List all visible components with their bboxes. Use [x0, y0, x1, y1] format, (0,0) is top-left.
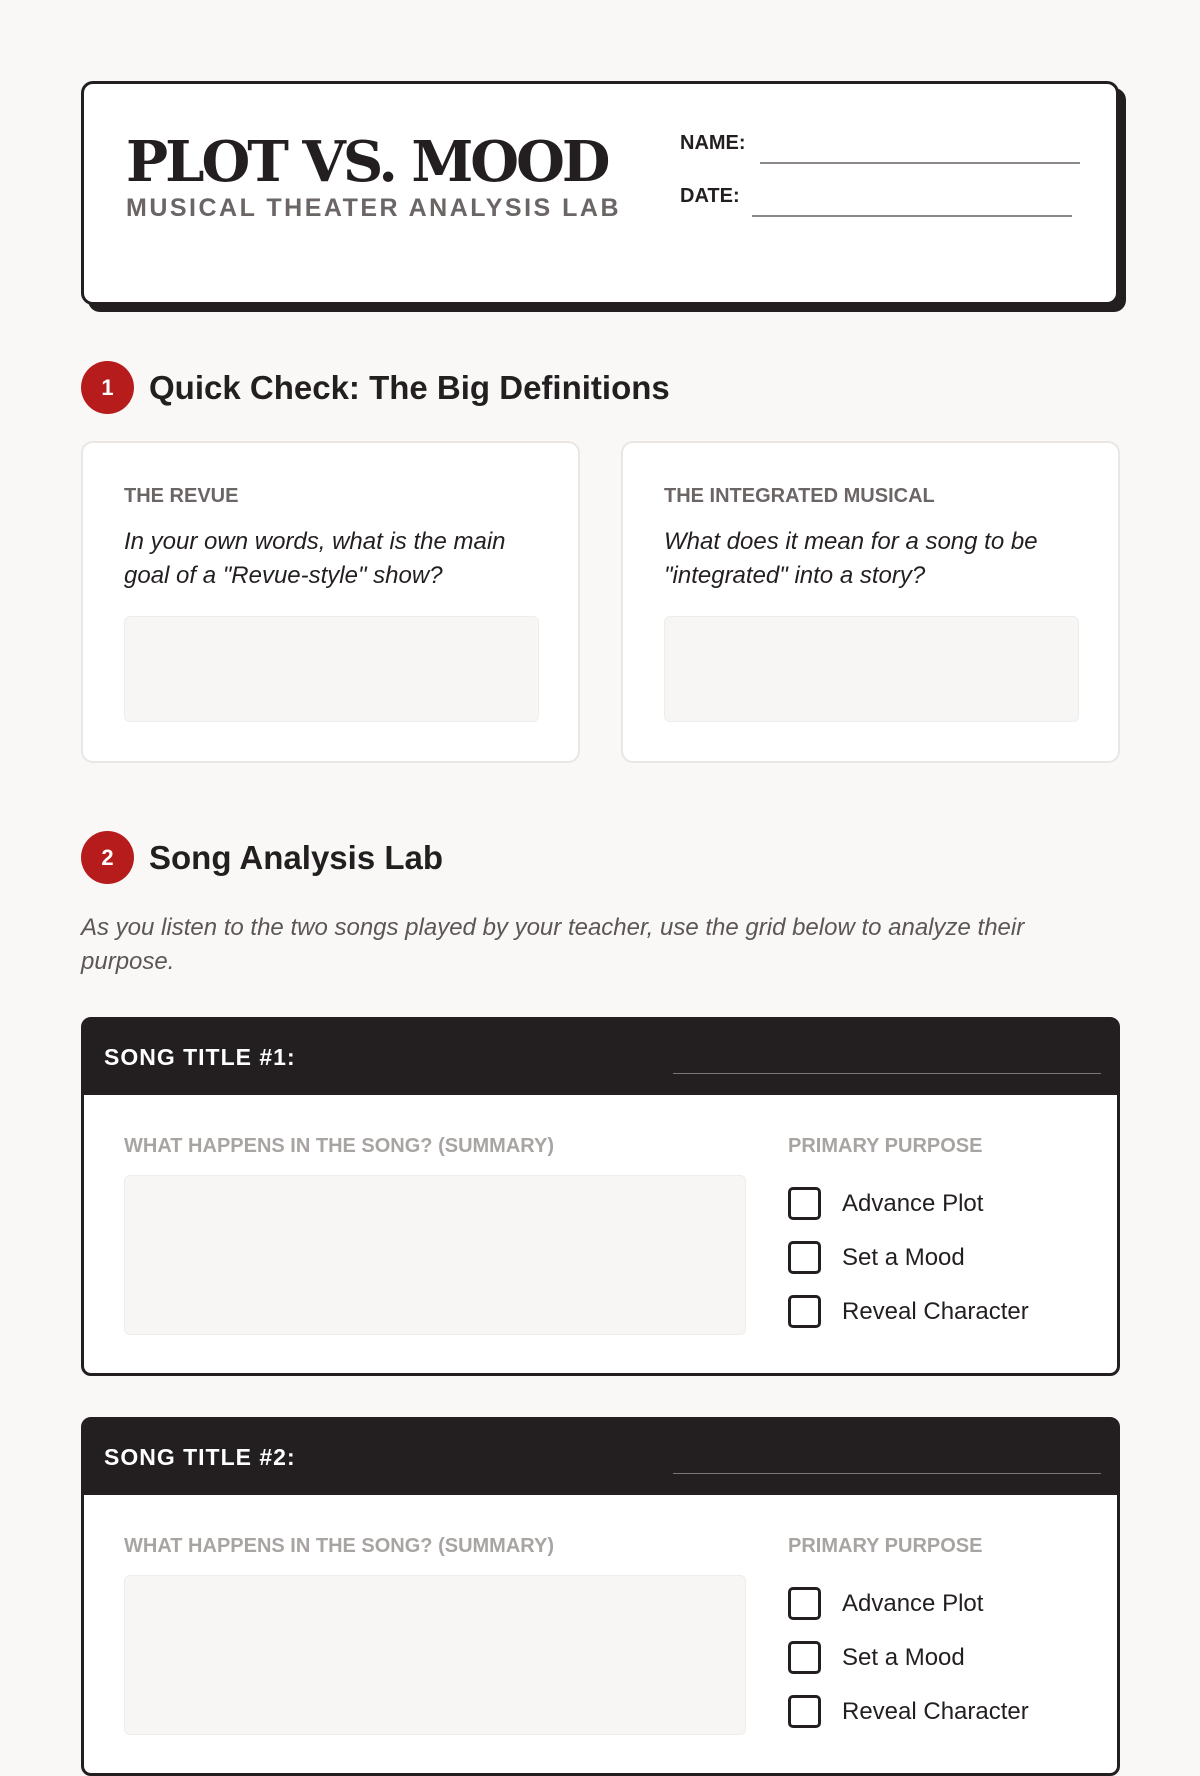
song-card-1	[81, 1017, 1120, 1376]
date-label: DATE:	[680, 185, 740, 207]
name-field[interactable]	[760, 162, 1080, 164]
section-1-header	[81, 361, 670, 414]
definition-label: THE INTEGRATED MUSICAL	[664, 485, 935, 507]
purpose-option-label: Reveal Character	[842, 1297, 1029, 1325]
purpose-label: PRIMARY PURPOSE	[788, 1535, 983, 1557]
name-label: NAME:	[680, 132, 746, 154]
section-2-instructions: As you listen to the two songs played by your teacher, use the grid below to analyze their purpose.	[81, 914, 1025, 975]
section-2-number: 2	[81, 831, 134, 884]
song-title-label: SONG TITLE #2:	[104, 1444, 296, 1470]
summary-label: WHAT HAPPENS IN THE SONG? (SUMMARY)	[124, 1535, 554, 1557]
purpose-option-label: Set a Mood	[842, 1643, 965, 1671]
purpose-option-label: Advance Plot	[842, 1589, 984, 1617]
purpose-option-reveal-character[interactable]	[788, 1295, 1029, 1328]
purpose-option-label: Reveal Character	[842, 1697, 1029, 1725]
definition-question: In your own words, what is the main goal of a "Revue-style" show?	[124, 528, 506, 589]
section-2-title: Song Analysis Lab	[149, 838, 444, 876]
date-field[interactable]	[752, 215, 1072, 217]
section-1-title: Quick Check: The Big Definitions	[149, 368, 670, 406]
song-title-field[interactable]	[673, 1073, 1101, 1074]
purpose-option-label: Set a Mood	[842, 1243, 965, 1271]
purpose-option-advance-plot[interactable]	[788, 1187, 983, 1220]
definition-question: What does it mean for a song to be "integrated" into a story?	[664, 528, 1038, 589]
song-title-field[interactable]	[673, 1473, 1101, 1474]
header-card-body	[81, 81, 1119, 305]
definition-answer-box[interactable]	[124, 616, 539, 722]
header-card	[81, 81, 1119, 305]
summary-answer-box[interactable]	[124, 1575, 746, 1735]
checkbox[interactable]	[788, 1241, 821, 1274]
definition-card-revue	[81, 441, 580, 763]
purpose-option-label: Advance Plot	[842, 1189, 984, 1217]
page-subtitle: MUSICAL THEATER ANALYSIS LAB	[126, 194, 622, 222]
purpose-option-advance-plot[interactable]	[788, 1587, 983, 1620]
section-2-header	[81, 831, 443, 884]
definition-card-integrated	[621, 441, 1120, 763]
definition-answer-box[interactable]	[664, 616, 1079, 722]
checkbox[interactable]	[788, 1295, 821, 1328]
song-title-label: SONG TITLE #1:	[104, 1044, 296, 1070]
purpose-label: PRIMARY PURPOSE	[788, 1135, 983, 1157]
checkbox[interactable]	[788, 1695, 821, 1728]
purpose-option-set-mood[interactable]	[788, 1641, 965, 1674]
checkbox[interactable]	[788, 1587, 821, 1620]
purpose-option-set-mood[interactable]	[788, 1241, 965, 1274]
page-title: PLOT VS. MOOD	[126, 129, 608, 195]
summary-answer-box[interactable]	[124, 1175, 746, 1335]
checkbox[interactable]	[788, 1641, 821, 1674]
purpose-option-reveal-character[interactable]	[788, 1695, 1029, 1728]
song-card-2	[81, 1417, 1120, 1776]
checkbox[interactable]	[788, 1187, 821, 1220]
song-card-header	[84, 1020, 1117, 1095]
summary-label: WHAT HAPPENS IN THE SONG? (SUMMARY)	[124, 1135, 554, 1157]
definition-label: THE REVUE	[124, 485, 239, 507]
song-card-header	[84, 1420, 1117, 1495]
section-1-number: 1	[81, 361, 134, 414]
